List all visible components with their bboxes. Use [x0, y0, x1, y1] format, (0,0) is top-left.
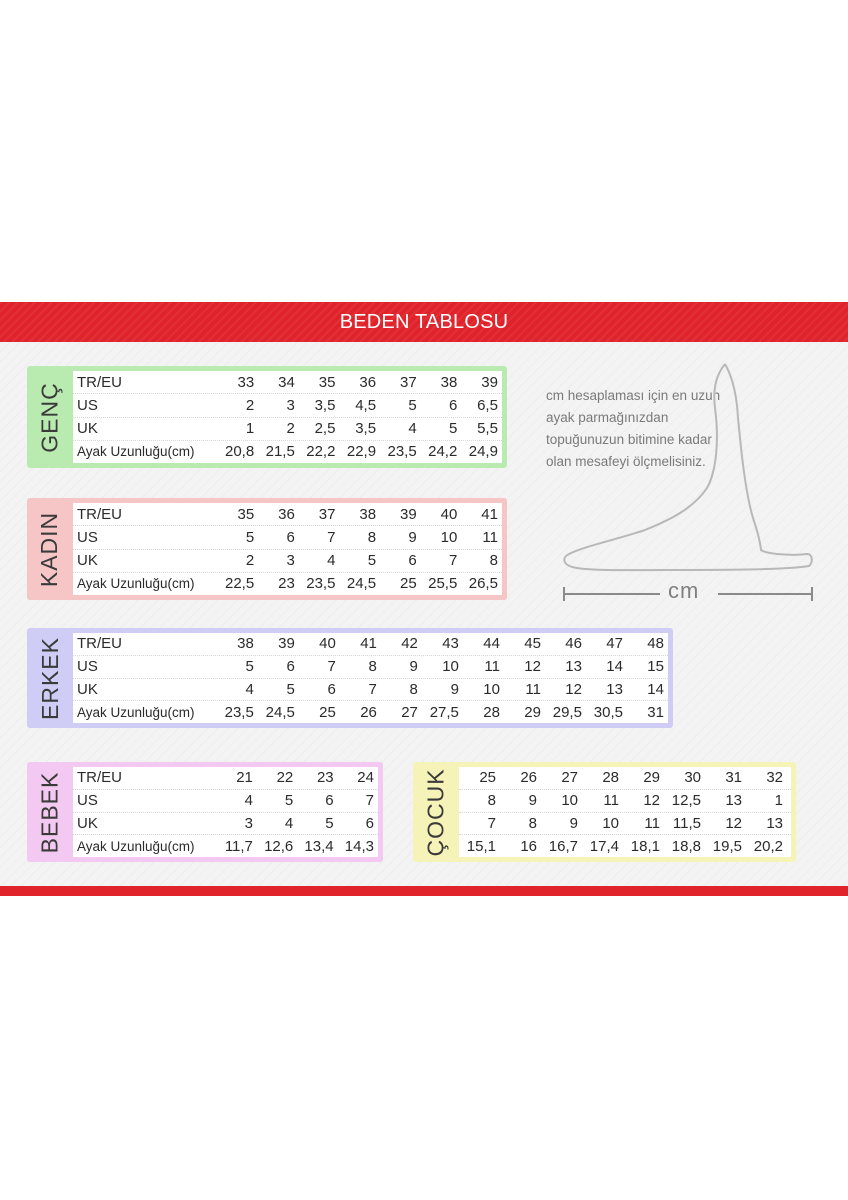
- table-cell: 17,4: [589, 837, 619, 855]
- table-cell: 35: [237, 505, 255, 523]
- table-cell: 4: [244, 792, 253, 810]
- table-cell: 6: [286, 658, 295, 676]
- table-cell: 21: [236, 769, 253, 787]
- table-cell: 8: [489, 552, 498, 570]
- table-cell: 46: [565, 635, 582, 653]
- table-cell: 43: [442, 635, 459, 653]
- table-cell: 30,5: [593, 703, 623, 721]
- table-cell: 32: [766, 769, 783, 787]
- table-cell: 3: [286, 396, 295, 414]
- kadin-size-table: [73, 503, 502, 595]
- table-row: [73, 503, 502, 526]
- table-cell: 10: [442, 658, 459, 676]
- table-cell: 10: [561, 792, 578, 810]
- table-cell: 47: [606, 635, 623, 653]
- table-cell: 26,5: [468, 575, 498, 593]
- table-cell: 7: [327, 658, 336, 676]
- table-cell: 22,9: [346, 443, 377, 461]
- kadin-category-label: KADIN: [36, 511, 63, 587]
- table-cell: 5: [367, 552, 377, 570]
- table-cell: 12: [565, 680, 582, 698]
- table-cell: 23: [278, 575, 295, 593]
- table-cell: 38: [359, 505, 377, 523]
- table-cell: 40: [440, 505, 458, 523]
- table-cell: 4,5: [355, 396, 377, 414]
- table-cell: 11,7: [224, 837, 253, 855]
- row-label: US: [77, 396, 98, 414]
- table-cell: 27,5: [429, 703, 459, 721]
- table-cell: 4: [327, 552, 336, 570]
- table-cell: 39: [400, 505, 417, 523]
- table-cell: 25: [479, 769, 496, 787]
- table-cell: 7: [487, 814, 496, 832]
- table-cell: 18,8: [671, 837, 701, 855]
- table-cell: 24,5: [346, 575, 377, 593]
- table-cell: 6: [286, 528, 295, 546]
- header-band: [0, 302, 848, 342]
- table-cell: 11: [603, 792, 619, 810]
- table-cell: 29: [524, 703, 541, 721]
- row-label: Ayak Uzunluğu(cm): [77, 704, 195, 720]
- table-cell: 6: [365, 814, 374, 832]
- table-cell: 3: [286, 552, 295, 570]
- table-row: [73, 633, 668, 656]
- row-label: UK: [77, 420, 98, 438]
- table-cell: 31: [725, 769, 742, 787]
- row-label: UK: [77, 552, 98, 570]
- table-row: [73, 550, 502, 573]
- table-row: [73, 656, 668, 679]
- table-row: [459, 790, 791, 813]
- table-cell: 41: [481, 505, 498, 523]
- table-cell: 8: [528, 814, 537, 832]
- table-cell: 19,5: [712, 837, 742, 855]
- table-cell: 3,5: [355, 420, 377, 438]
- table-cell: 8: [409, 680, 418, 698]
- table-cell: 11: [525, 680, 541, 698]
- table-row: [73, 813, 378, 836]
- table-cell: 41: [360, 635, 377, 653]
- table-cell: 6: [325, 792, 334, 810]
- cocuk-category-label: ÇOCUK: [422, 767, 449, 857]
- table-cell: 24: [357, 769, 374, 787]
- page-title: BEDEN TABLOSU: [339, 310, 509, 333]
- table-cell: 34: [278, 373, 295, 391]
- table-cell: 8: [367, 528, 377, 546]
- cocuk-size-box: [413, 762, 796, 862]
- table-cell: 12: [524, 658, 541, 676]
- row-label: Ayak Uzunluğu(cm): [77, 576, 195, 592]
- table-cell: 5: [408, 396, 417, 414]
- table-cell: 23,5: [387, 443, 417, 461]
- row-label: UK: [77, 814, 98, 832]
- table-cell: 48: [647, 635, 664, 653]
- table-cell: 29: [643, 769, 660, 787]
- table-cell: 3,5: [314, 396, 336, 414]
- table-cell: 1: [245, 420, 255, 438]
- table-row: [73, 767, 378, 790]
- table-cell: 10: [602, 814, 619, 832]
- table-cell: 18,1: [630, 837, 660, 855]
- table-cell: 5: [286, 680, 295, 698]
- table-row: [459, 813, 791, 836]
- table-cell: 22: [276, 769, 294, 787]
- table-cell: 13: [606, 680, 623, 698]
- bebek-size-box: [27, 762, 383, 862]
- table-cell: 11: [482, 528, 498, 546]
- table-cell: 8: [487, 792, 496, 810]
- table-cell: 4: [245, 680, 254, 698]
- table-row: [73, 394, 502, 417]
- table-cell: 12,6: [264, 837, 294, 855]
- table-cell: 14: [606, 658, 623, 676]
- table-cell: 27: [561, 769, 578, 787]
- table-cell: 21,5: [265, 443, 295, 461]
- row-label: US: [77, 658, 98, 676]
- table-cell: 5: [245, 528, 255, 546]
- table-cell: 31: [647, 703, 664, 721]
- table-cell: 9: [569, 814, 578, 832]
- table-cell: 5: [325, 814, 334, 832]
- table-row: [73, 679, 668, 702]
- table-row: [73, 418, 502, 441]
- table-cell: 13: [725, 792, 742, 810]
- table-cell: 14,3: [344, 837, 374, 855]
- table-cell: 7: [327, 528, 336, 546]
- row-label: UK: [77, 680, 98, 698]
- table-cell: 26: [520, 769, 537, 787]
- row-label: TR/EU: [77, 505, 122, 523]
- table-cell: 24,2: [428, 443, 458, 461]
- table-cell: 22,5: [225, 575, 255, 593]
- table-cell: 5,5: [477, 420, 498, 438]
- row-label: Ayak Uzunluğu(cm): [77, 838, 195, 854]
- table-cell: 37: [318, 505, 336, 523]
- table-cell: 39: [481, 373, 498, 391]
- table-row: [73, 790, 378, 813]
- table-cell: 16: [520, 837, 537, 855]
- table-row: [73, 701, 668, 723]
- table-cell: 2: [245, 396, 255, 414]
- table-cell: 6: [448, 396, 458, 414]
- table-cell: 12: [643, 792, 660, 810]
- table-cell: 2: [286, 420, 295, 438]
- table-cell: 23: [316, 769, 334, 787]
- table-cell: 7: [448, 552, 458, 570]
- table-cell: 6,5: [477, 396, 498, 414]
- table-cell: 45: [524, 635, 541, 653]
- row-label: TR/EU: [77, 635, 122, 653]
- table-cell: 10: [483, 680, 500, 698]
- table-cell: 12,5: [671, 792, 701, 810]
- table-row: [73, 835, 378, 857]
- table-cell: 7: [368, 680, 377, 698]
- genc-size-box: [27, 366, 507, 468]
- table-cell: 35: [318, 373, 336, 391]
- table-row: [73, 441, 502, 463]
- genc-size-table: [73, 371, 502, 463]
- table-cell: 13: [565, 658, 582, 676]
- table-cell: 13,4: [304, 837, 334, 855]
- table-cell: 28: [483, 703, 500, 721]
- table-cell: 24,5: [265, 703, 295, 721]
- table-cell: 33: [237, 373, 255, 391]
- table-cell: 4: [408, 420, 417, 438]
- kadin-size-box: [27, 498, 507, 600]
- table-cell: 2: [245, 552, 255, 570]
- table-cell: 23,5: [306, 575, 336, 593]
- table-row: [459, 767, 791, 790]
- table-cell: 4: [284, 814, 294, 832]
- table-cell: 25: [400, 575, 417, 593]
- table-cell: 5: [245, 658, 254, 676]
- table-cell: 1: [774, 792, 783, 810]
- table-cell: 42: [401, 635, 418, 653]
- bebek-size-table: [73, 767, 378, 857]
- table-cell: 10: [440, 528, 458, 546]
- table-cell: 27: [401, 703, 418, 721]
- table-cell: 37: [400, 373, 417, 391]
- row-label: Ayak Uzunluğu(cm): [77, 444, 195, 460]
- bebek-category-label: BEBEK: [36, 771, 63, 853]
- row-label: US: [77, 792, 98, 810]
- table-cell: 39: [278, 635, 295, 653]
- table-cell: 26: [360, 703, 377, 721]
- table-cell: 9: [450, 680, 459, 698]
- table-cell: 7: [365, 792, 374, 810]
- genc-category-label: GENÇ: [36, 381, 63, 453]
- row-label: TR/EU: [77, 373, 122, 391]
- foot-icon: [555, 358, 823, 610]
- table-cell: 24,9: [468, 443, 498, 461]
- footer-band: [0, 886, 848, 896]
- table-cell: 25,5: [428, 575, 458, 593]
- table-cell: 38: [237, 635, 254, 653]
- table-cell: 30: [684, 769, 701, 787]
- table-cell: 22,2: [306, 443, 336, 461]
- measurement-note: cm hesaplaması için en uzun ayak parmağınızdan topuğunuzun bitimine kadar olan mesafeyi ölçmelisiniz.: [546, 387, 721, 469]
- table-cell: 9: [408, 528, 417, 546]
- table-cell: 15,1: [466, 837, 496, 855]
- erkek-size-table: [73, 633, 668, 723]
- table-row: [459, 835, 791, 857]
- row-label: TR/EU: [77, 769, 122, 787]
- table-cell: 11: [644, 814, 660, 832]
- table-cell: 9: [409, 658, 418, 676]
- table-row: [73, 526, 502, 549]
- erkek-category-label: ERKEK: [36, 636, 63, 720]
- table-cell: 11,5: [672, 814, 701, 832]
- table-cell: 40: [319, 635, 336, 653]
- table-cell: 16,7: [548, 837, 578, 855]
- table-cell: 15: [647, 658, 664, 676]
- table-cell: 20,8: [225, 443, 255, 461]
- table-cell: 44: [483, 635, 500, 653]
- table-cell: 6: [327, 680, 336, 698]
- table-row: [73, 371, 502, 394]
- table-cell: 38: [440, 373, 458, 391]
- table-cell: 20,2: [753, 837, 783, 855]
- table-cell: 36: [359, 373, 377, 391]
- table-cell: 36: [278, 505, 295, 523]
- table-cell: 23,5: [224, 703, 254, 721]
- table-cell: 14: [647, 680, 664, 698]
- table-cell: 28: [602, 769, 619, 787]
- erkek-size-box: [27, 628, 673, 728]
- table-row: [73, 573, 502, 595]
- row-label: US: [77, 528, 98, 546]
- table-cell: 2,5: [314, 420, 336, 438]
- table-cell: 8: [368, 658, 377, 676]
- table-cell: 13: [766, 814, 783, 832]
- table-cell: 3: [244, 814, 253, 832]
- cocuk-size-table: [459, 767, 791, 857]
- table-cell: 25: [319, 703, 336, 721]
- table-cell: 9: [528, 792, 537, 810]
- cm-label: cm: [668, 578, 700, 603]
- table-cell: 6: [408, 552, 417, 570]
- table-cell: 29,5: [552, 703, 582, 721]
- table-cell: 5: [448, 420, 458, 438]
- table-cell: 11: [484, 658, 500, 676]
- table-cell: 12: [725, 814, 742, 832]
- table-cell: 5: [284, 792, 294, 810]
